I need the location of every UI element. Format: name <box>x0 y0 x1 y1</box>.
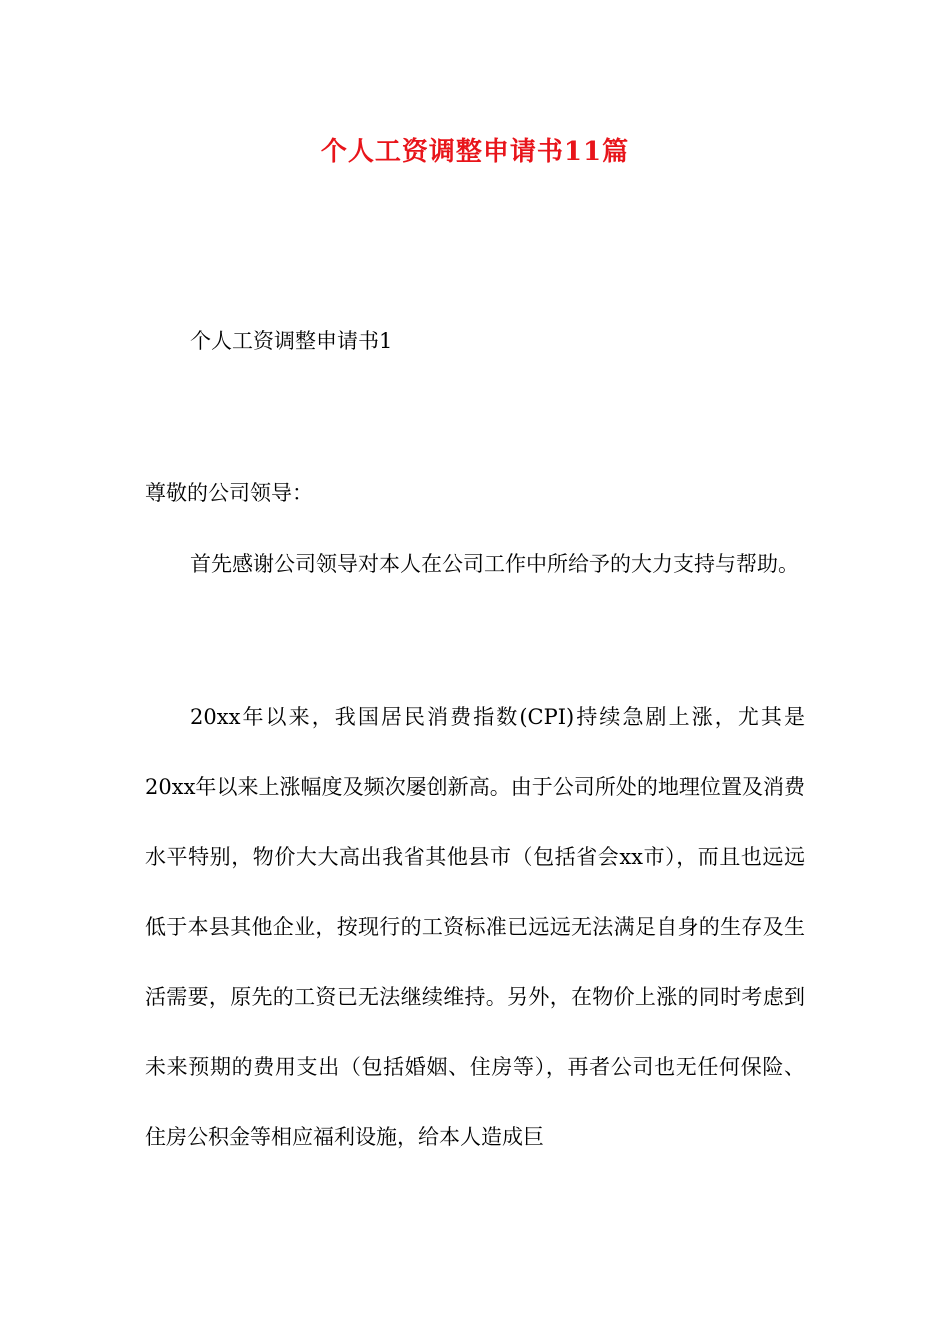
document-title: 个人工资调整申请书11篇 <box>320 137 630 167</box>
salutation: 尊敬的公司领导： <box>145 481 313 505</box>
section-heading: 个人工资调整申请书1 <box>190 329 393 353</box>
body-paragraph-2: 20xx年以来，我国居民消费指数(CPI)持续急剧上涨，尤其是20xx年以来上涨幅度及频次屡创新高。由于公司所处的地理位置及消费水平特别，物价大大高出我省其他县市（包括省会xx市），而且也远远低于本县其他企业，按现行的工资标准已远远无法满足自身的生存及生活需要，原先的工资已无法继续维持。另外，在物价上涨的同时考虑到未来预期的费用支出（包括婚姻、住房等），再者公司也无任何保险、住房公积金等相应福利设施，给本人造成巨 <box>145 705 805 1149</box>
body-paragraph-1: 首先感谢公司领导对本人在公司工作中所给予的大力支持与帮助。 <box>190 552 799 576</box>
